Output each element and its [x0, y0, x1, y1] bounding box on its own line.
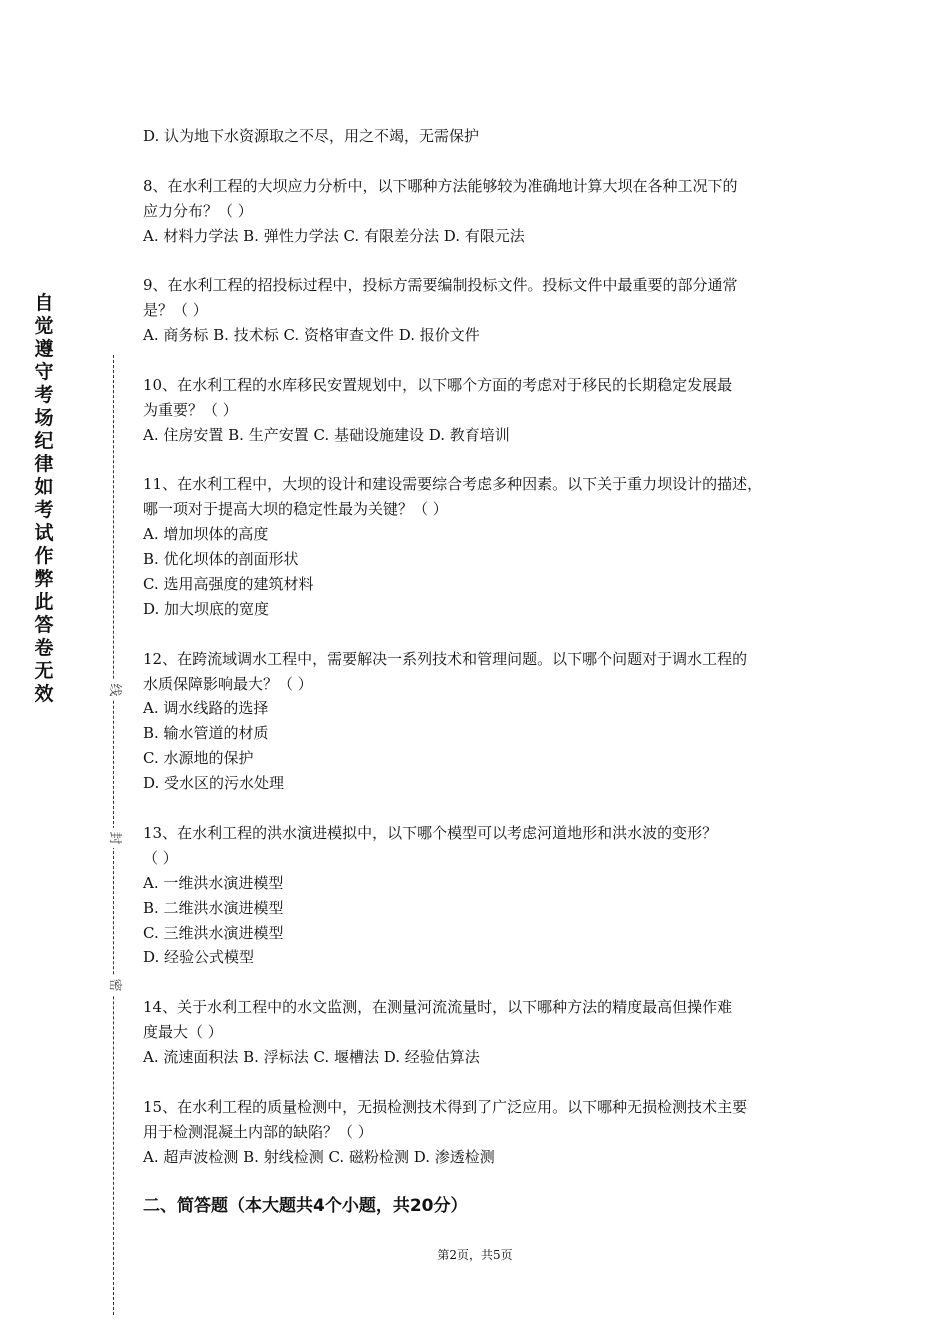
binding-label-mi: 密 — [104, 975, 124, 995]
option-line: A. 商务标 B. 技术标 C. 资格审查文件 D. 报价文件 — [143, 326, 480, 345]
question-text: 为重要？（ ） — [143, 400, 238, 419]
question-text: （ ） — [143, 848, 178, 867]
question-text: 15、在水利工程的质量检测中，无损检测技术得到了广泛应用。以下哪种无损检测技术主要 — [143, 1097, 748, 1116]
question-block — [143, 647, 823, 796]
question-block — [143, 373, 823, 448]
question-block — [143, 124, 823, 149]
question-block — [143, 821, 823, 970]
question-list — [143, 124, 823, 1219]
option-line: A. 住房安置 B. 生产安置 C. 基础设施建设 D. 教育培训 — [143, 425, 510, 444]
spacer — [143, 970, 823, 995]
binding-label-feng: 封 — [104, 828, 124, 848]
spacer — [143, 796, 823, 821]
question-block — [143, 273, 823, 348]
option-line: A. 材料力学法 B. 弹性力学法 C. 有限差分法 D. 有限元法 — [143, 226, 525, 245]
option-line: A. 流速面积法 B. 浮标法 C. 堰槽法 D. 经验估算法 — [143, 1047, 480, 1066]
question-block — [143, 995, 823, 1070]
binding-label-xian: 线 — [104, 680, 124, 700]
question-text: 11、在水利工程中，大坝的设计和建设需要综合考虑多种因素。以下关于重力坝设计的描述， — [143, 475, 763, 494]
question-text: 12、在跨流域调水工程中，需要解决一系列技术和管理问题。以下哪个问题对于调水工程的 — [143, 649, 748, 668]
question-block — [143, 1095, 823, 1170]
spacer — [143, 1169, 823, 1194]
question-text: 14、关于水利工程中的水文监测，在测量河流流量时，以下哪种方法的精度最高但操作难 — [143, 998, 733, 1017]
question-text: 8、在水利工程的大坝应力分析中，以下哪种方法能够较为准确地计算大坝在各种工况下的 — [143, 176, 738, 195]
option-line: D. 认为地下水资源取之不尽，用之不竭，无需保护 — [143, 127, 480, 145]
option-line: A. 一维洪水演进模型 — [143, 873, 284, 892]
spacer — [143, 348, 823, 373]
page-footer: 第2页，共5页 — [437, 1248, 513, 1262]
option-line: C. 三维洪水演进模型 — [143, 923, 284, 942]
option-line: C. 选用高强度的建筑材料 — [143, 575, 314, 594]
spacer — [143, 248, 823, 273]
option-line: B. 输水管道的材质 — [143, 724, 269, 743]
option-line: B. 二维洪水演进模型 — [143, 898, 284, 917]
question-text: 13、在水利工程的洪水演进模拟中，以下哪个模型可以考虑河道地形和洪水波的变形？ — [143, 823, 718, 842]
section-heading: 二、简答题（本大题共4个小题，共20分） — [143, 1196, 468, 1217]
option-line: D. 受水区的污水处理 — [143, 774, 285, 793]
option-line: B. 优化坝体的剖面形状 — [143, 550, 299, 569]
question-text: 度最大（ ） — [143, 1023, 223, 1042]
question-text: 哪一项对于提高大坝的稳定性最为关键？（ ） — [143, 500, 448, 519]
option-line: C. 水源地的保护 — [143, 749, 254, 768]
question-text: 应力分布？（ ） — [143, 201, 253, 220]
exam-discipline-warning: 自觉遵守考场纪律如考试作弊此答卷无效 — [34, 292, 54, 705]
question-text: 用于检测混凝土内部的缺陷？（ ） — [143, 1122, 373, 1141]
spacer — [143, 622, 823, 647]
question-text: 10、在水利工程的水库移民安置规划中，以下哪个方面的考虑对于移民的长期稳定发展最 — [143, 375, 733, 394]
option-line: A. 调水线路的选择 — [143, 699, 269, 718]
question-text: 9、在水利工程的招投标过程中，投标方需要编制投标文件。投标文件中最重要的部分通常 — [143, 276, 738, 295]
option-line: D. 经验公式模型 — [143, 948, 255, 967]
question-text: 水质保障影响最大？（ ） — [143, 674, 313, 693]
spacer — [143, 149, 823, 174]
option-line: A. 超声波检测 B. 射线检测 C. 磁粉检测 D. 渗透检测 — [143, 1147, 495, 1166]
spacer — [143, 448, 823, 473]
option-line: D. 加大坝底的宽度 — [143, 599, 270, 618]
spacer — [143, 1070, 823, 1095]
question-block — [143, 174, 823, 249]
question-text: 是？（ ） — [143, 301, 208, 320]
option-line: A. 增加坝体的高度 — [143, 525, 269, 544]
question-block — [143, 472, 823, 621]
